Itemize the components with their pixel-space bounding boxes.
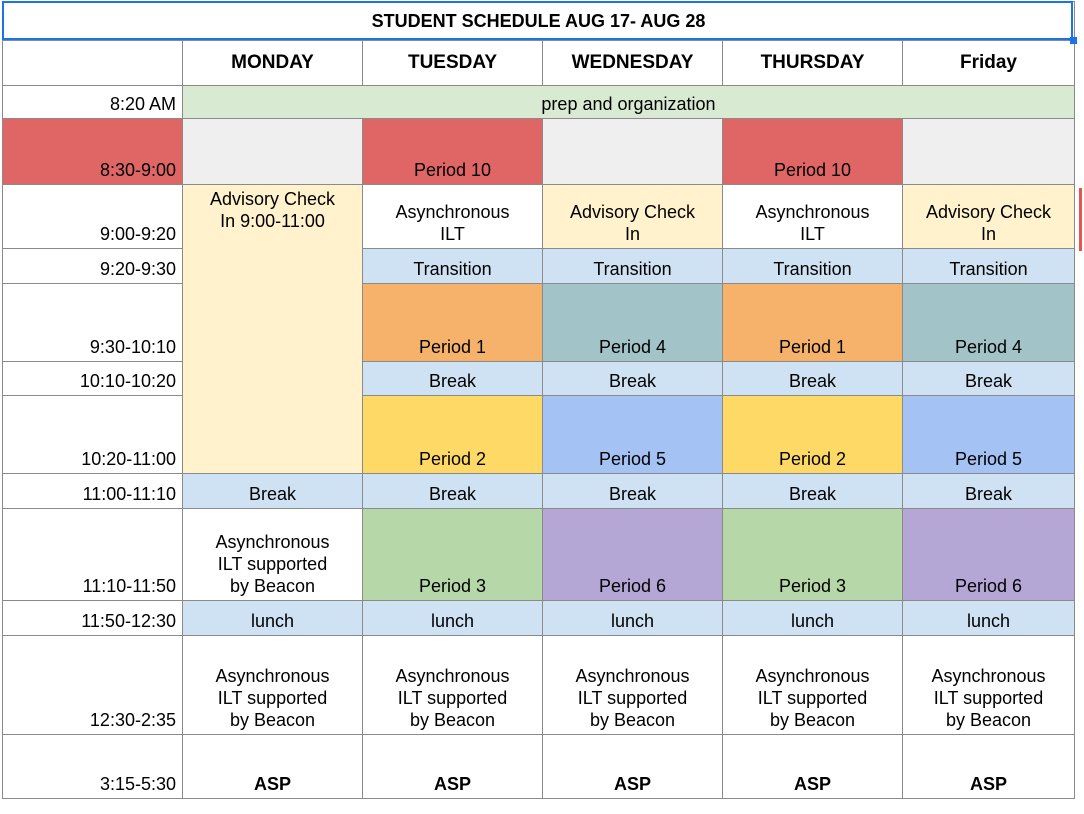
schedule-sheet — [2, 1, 1075, 799]
tue-830-cell[interactable]: Period 10 — [363, 119, 543, 185]
wed-830-cell[interactable] — [543, 119, 723, 185]
cell-line: by Beacon — [409, 710, 496, 730]
fri-1230-cell[interactable] — [903, 636, 1075, 735]
title-row — [3, 2, 1075, 41]
cell-line: ILT supported — [933, 688, 1044, 708]
thu-1150-cell[interactable]: lunch — [723, 601, 903, 636]
time-cell[interactable]: 11:00-11:10 — [3, 474, 183, 509]
cell-line: ILT supported — [397, 688, 508, 708]
row-1150 — [3, 601, 1075, 636]
tue-1150-cell[interactable]: lunch — [363, 601, 543, 636]
thu-1020-cell[interactable]: Period 2 — [723, 396, 903, 474]
header-friday[interactable]: Friday — [903, 41, 1075, 86]
time-cell[interactable]: 9:20-9:30 — [3, 249, 183, 284]
time-cell[interactable]: 9:00-9:20 — [3, 185, 183, 249]
tue-900-cell[interactable] — [363, 185, 543, 249]
header-wednesday[interactable]: WEDNESDAY — [543, 41, 723, 86]
schedule-title[interactable]: STUDENT SCHEDULE AUG 17- AUG 28 — [3, 2, 1075, 41]
cell-line: Asynchronous — [395, 666, 510, 686]
tue-1010-cell[interactable]: Break — [363, 362, 543, 396]
tue-1230-cell[interactable] — [363, 636, 543, 735]
selection-fill-handle[interactable] — [1070, 37, 1077, 44]
cell-line: Asynchronous — [575, 666, 690, 686]
cell-line: In — [980, 224, 996, 244]
time-cell[interactable]: 10:20-11:00 — [3, 396, 183, 474]
time-cell[interactable]: 12:30-2:35 — [3, 636, 183, 735]
fri-900-cell[interactable] — [903, 185, 1075, 249]
header-row — [3, 41, 1075, 86]
fri-830-cell[interactable] — [903, 119, 1075, 185]
fri-1100-cell[interactable]: Break — [903, 474, 1075, 509]
cell-line: Advisory Check — [569, 202, 696, 222]
wed-930-cell[interactable]: Period 4 — [543, 284, 723, 362]
time-cell[interactable]: 10:10-10:20 — [3, 362, 183, 396]
tue-1110-cell[interactable]: Period 3 — [363, 509, 543, 601]
row-315 — [3, 735, 1075, 799]
wed-1020-cell[interactable]: Period 5 — [543, 396, 723, 474]
mon-830-cell[interactable] — [183, 119, 363, 185]
cell-line: ILT supported — [577, 688, 688, 708]
row-920 — [3, 249, 1075, 284]
fri-1010-cell[interactable]: Break — [903, 362, 1075, 396]
wed-1010-cell[interactable]: Break — [543, 362, 723, 396]
cell-line: In — [624, 224, 640, 244]
cell-line: Asynchronous — [395, 202, 510, 222]
thu-900-cell[interactable] — [723, 185, 903, 249]
wed-1110-cell[interactable]: Period 6 — [543, 509, 723, 601]
wed-900-cell[interactable] — [543, 185, 723, 249]
row-1100 — [3, 474, 1075, 509]
time-cell[interactable]: 8:20 AM — [3, 86, 183, 119]
thu-315-cell[interactable]: ASP — [723, 735, 903, 799]
thu-1230-cell[interactable] — [723, 636, 903, 735]
mon-315-cell[interactable]: ASP — [183, 735, 363, 799]
row-1010 — [3, 362, 1075, 396]
tue-315-cell[interactable]: ASP — [363, 735, 543, 799]
cell-line: ILT supported — [217, 554, 328, 574]
red-cell-edge — [1079, 188, 1082, 251]
monday-advisory-cell[interactable] — [183, 185, 363, 474]
cell-line: ILT — [440, 224, 465, 244]
time-cell[interactable]: 11:10-11:50 — [3, 509, 183, 601]
fri-1020-cell[interactable]: Period 5 — [903, 396, 1075, 474]
cell-line: ILT — [800, 224, 825, 244]
wed-315-cell[interactable]: ASP — [543, 735, 723, 799]
tue-920-cell[interactable]: Transition — [363, 249, 543, 284]
header-monday[interactable]: MONDAY — [183, 41, 363, 86]
wed-920-cell[interactable]: Transition — [543, 249, 723, 284]
time-cell[interactable]: 11:50-12:30 — [3, 601, 183, 636]
mon-1150-cell[interactable]: lunch — [183, 601, 363, 636]
time-cell[interactable]: 3:15-5:30 — [3, 735, 183, 799]
fri-920-cell[interactable]: Transition — [903, 249, 1075, 284]
cell-line: by Beacon — [945, 710, 1032, 730]
row-1230 — [3, 636, 1075, 735]
wed-1150-cell[interactable]: lunch — [543, 601, 723, 636]
cell-line: by Beacon — [229, 710, 316, 730]
wed-1230-cell[interactable] — [543, 636, 723, 735]
cell-line: Asynchronous — [931, 666, 1046, 686]
cell-line: ILT supported — [757, 688, 868, 708]
thu-1110-cell[interactable]: Period 3 — [723, 509, 903, 601]
prep-cell[interactable]: prep and organization — [183, 86, 1075, 119]
cell-line: by Beacon — [589, 710, 676, 730]
tue-1100-cell[interactable]: Break — [363, 474, 543, 509]
row-930 — [3, 284, 1075, 362]
fri-1150-cell[interactable]: lunch — [903, 601, 1075, 636]
cell-line: Asynchronous — [215, 532, 330, 552]
thu-1010-cell[interactable]: Break — [723, 362, 903, 396]
row-820 — [3, 86, 1075, 119]
cell-line: by Beacon — [769, 710, 856, 730]
row-830 — [3, 119, 1075, 185]
row-1020 — [3, 396, 1075, 474]
cell-line: Asynchronous — [215, 666, 330, 686]
row-1110 — [3, 509, 1075, 601]
wed-1100-cell[interactable]: Break — [543, 474, 723, 509]
mon-1100-cell[interactable]: Break — [183, 474, 363, 509]
thu-930-cell[interactable]: Period 1 — [723, 284, 903, 362]
fri-930-cell[interactable]: Period 4 — [903, 284, 1075, 362]
schedule-table — [2, 1, 1075, 799]
mon-1110-cell[interactable] — [183, 509, 363, 601]
row-900 — [3, 185, 1075, 249]
cell-line: by Beacon — [229, 576, 316, 596]
mon-1230-cell[interactable] — [183, 636, 363, 735]
cell-line: Advisory Check — [925, 202, 1052, 222]
time-cell[interactable]: 9:30-10:10 — [3, 284, 183, 362]
time-cell[interactable]: 8:30-9:00 — [3, 119, 183, 185]
cell-line: In 9:00-11:00 — [220, 211, 325, 231]
tue-930-cell[interactable]: Period 1 — [363, 284, 543, 362]
tue-1020-cell[interactable]: Period 2 — [363, 396, 543, 474]
header-thursday[interactable]: THURSDAY — [723, 41, 903, 86]
thu-1100-cell[interactable]: Break — [723, 474, 903, 509]
thu-920-cell[interactable]: Transition — [723, 249, 903, 284]
fri-315-cell[interactable]: ASP — [903, 735, 1075, 799]
cell-line: Advisory Check — [209, 189, 336, 209]
header-corner-cell[interactable] — [3, 41, 183, 86]
header-tuesday[interactable]: TUESDAY — [363, 41, 543, 86]
fri-1110-cell[interactable]: Period 6 — [903, 509, 1075, 601]
cell-line: Asynchronous — [755, 202, 870, 222]
cell-line: Asynchronous — [755, 666, 870, 686]
cell-line: ILT supported — [217, 688, 328, 708]
thu-830-cell[interactable]: Period 10 — [723, 119, 903, 185]
